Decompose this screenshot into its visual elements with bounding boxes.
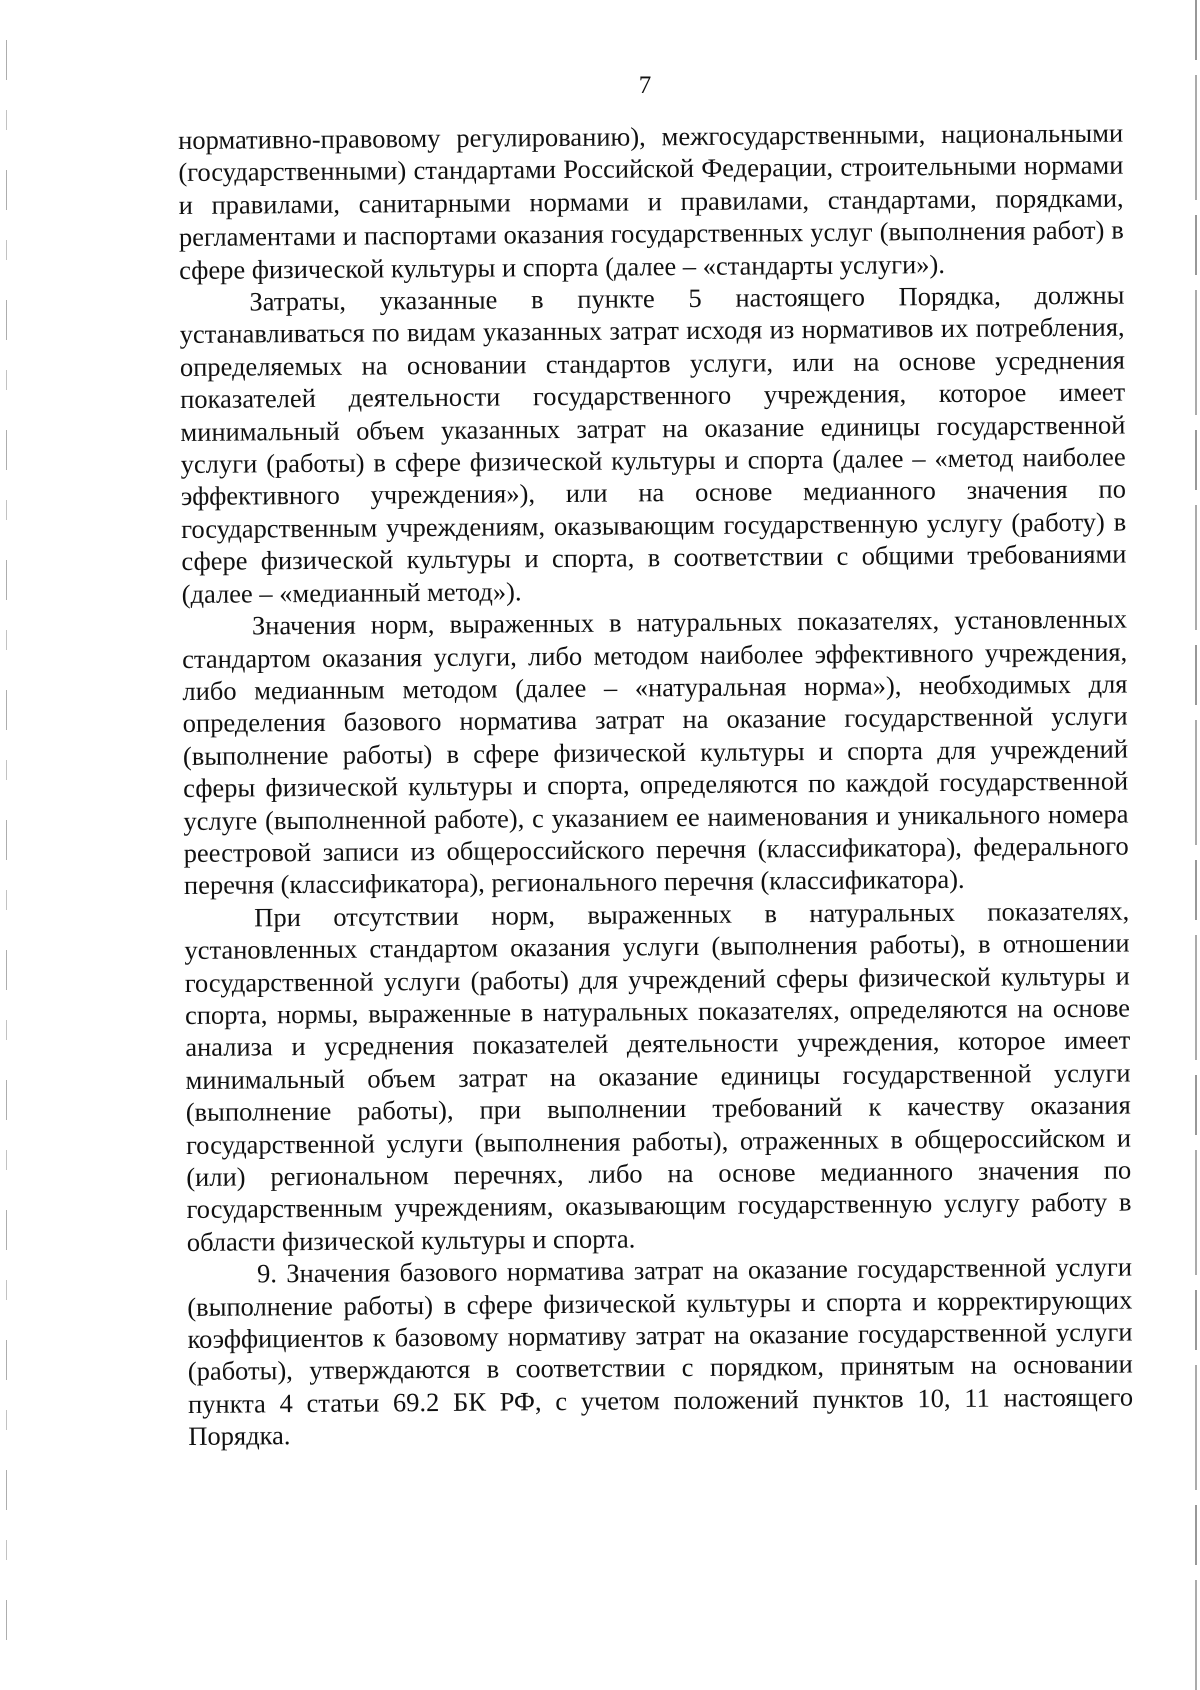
page-number: 7	[638, 72, 652, 99]
scan-edge-right	[1195, 0, 1197, 1690]
paragraph-absent-norms: При отсутствии норм, выраженных в натуральных показателях, установленных стандартом оказания услуги (выполнения работы), в отношении государственной услуги (работы) для учреждений сферы физической культуры и спорта, нормы, выраженные в натуральных показателях, определяются на основе анализа и усреднения показателей деятельности учреждения, которое имеет минимальный объем затрат на оказание единицы государственной услуги (выполнение работы), при выполнении требований к качеству оказания государственной услуги (выполнения работы), отраженных в общероссийском и (или) региональном перечнях, либо на основе медианного значения по государственным учреждениям, оказывающим государственную услугу работу в области физической культуры и спорта.	[184, 895, 1132, 1257]
paragraph-item-9: 9. Значения базового норматива затрат на оказание государственной услуги (выполнение работы) в сфере физической культуры и спорта и корректирующих коэффициентов к базовому нормативу затрат на оказание государственной услуги (работы), утверждаются в соответствии с порядком, принятым на основании пункта 4 статьи 69.2 БК РФ, с учетом положений пунктов 10, 11 настоящего Порядка.	[187, 1251, 1134, 1452]
paragraph-norm-values: Значения норм, выраженных в натуральных показателях, установленных стандартом оказания услуги, либо методом наиболее эффективного учреждения, либо медианным методом (далее – «натуральная норма»), необходимых для определения базового норматива затрат на оказание государственной услуги (выполнение работы) в сфере физической культуры и спорта для учреждений сферы физической культуры и спорта, определяются по каждой государственной услуге (выполненной работе), с указанием ее наименования и уникального номера реестровой записи из общероссийского перечня (классификатора), федерального перечня (классификатора), регионального перечня (классификатора).	[182, 603, 1129, 901]
paragraph-costs: Затраты, указанные в пункте 5 настоящего Порядка, должны устанавливаться по видам указанных затрат исходя из нормативов их потребления, определяемых на основании стандартов услуги, или на основе усреднения показателей деятельности государственного учреждения, которое имеет минимальный объем указанных затрат на оказание единицы государственной услуги (работы) в сфере физической культуры и спорта (далее – «метод наиболее эффективного учреждения»), или на основе медианного значения по государственным учреждениям, оказывающим государственную услугу (работу) в сфере физической культуры и спорта, в соответствии с общими требованиями (далее – «медианный метод»).	[179, 279, 1127, 609]
scan-edge-left	[6, 40, 7, 1660]
paragraph-continuation: нормативно-правовому регулированию), межгосударственными, национальными (государственными) стандартами Российской Федерации, строительными нормами и правилами, санитарными нормами и правилами, стандартами, порядками, регламентами и паспортами оказания государственных услуг (выполнения работ) в сфере физической культуры и спорта (далее – «стандарты услуги»).	[178, 117, 1124, 285]
document-body	[178, 117, 1133, 1453]
